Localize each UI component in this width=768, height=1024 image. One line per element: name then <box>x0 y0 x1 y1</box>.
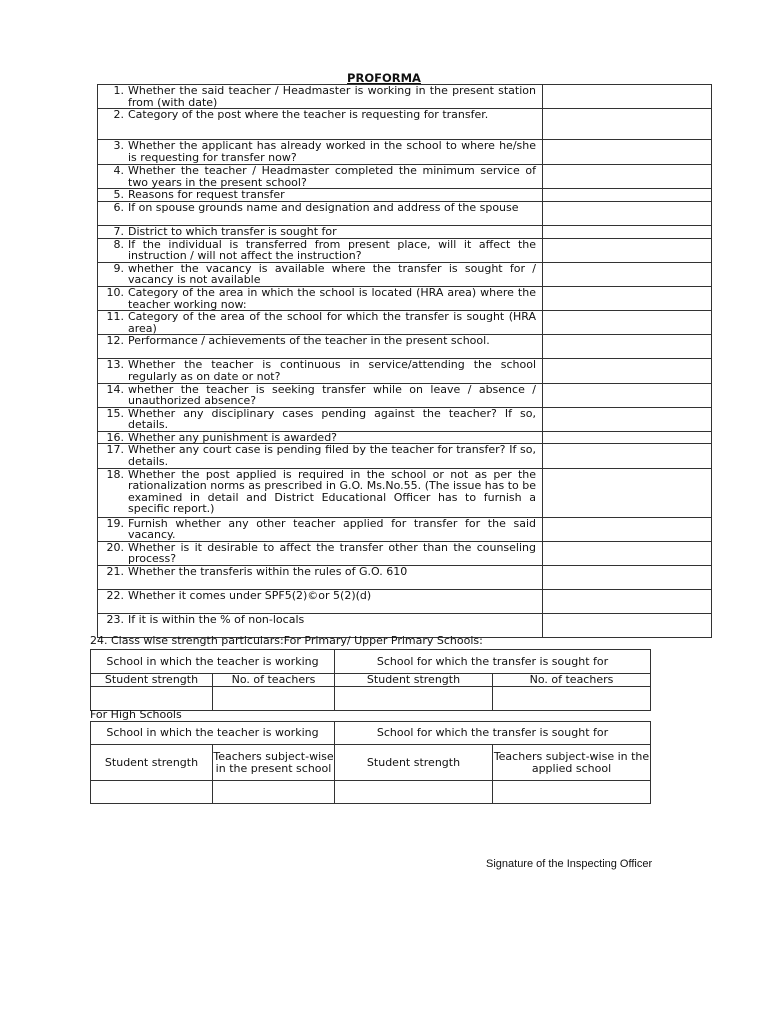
answer-cell[interactable] <box>543 109 712 140</box>
question-text: If on spouse grounds name and designation and address of the spouse <box>128 201 543 225</box>
questions-table <box>97 84 712 638</box>
question-row <box>98 468 712 517</box>
question-number: 14. <box>98 383 129 407</box>
question-number: 1. <box>98 85 129 109</box>
question-text: Whether it comes under SPF5(2)©or 5(2)(d) <box>128 590 543 614</box>
question-number: 11. <box>98 311 129 335</box>
question-row <box>98 444 712 468</box>
question-text: Category of the area in which the school is located (HRA area) where the teacher working now: <box>128 286 543 310</box>
question-number: 23. <box>98 614 129 638</box>
primary-cell-4[interactable] <box>493 686 651 710</box>
answer-cell[interactable] <box>543 262 712 286</box>
question-text: If it is within the % of non-locals <box>128 614 543 638</box>
high-schools-label: For High Schools <box>90 708 182 721</box>
question-number: 13. <box>98 359 129 383</box>
question-row <box>98 85 712 109</box>
question-row <box>98 566 712 590</box>
question-row <box>98 140 712 165</box>
question-row <box>98 262 712 286</box>
question-number: 22. <box>98 590 129 614</box>
question-number: 3. <box>98 140 129 165</box>
answer-cell[interactable] <box>543 85 712 109</box>
answer-cell[interactable] <box>543 590 712 614</box>
high-head-left: School in which the teacher is working <box>91 722 335 745</box>
question-row <box>98 238 712 262</box>
answer-cell[interactable] <box>543 140 712 165</box>
high-head-right: School for which the transfer is sought for <box>335 722 651 745</box>
high-cell-2[interactable] <box>213 781 335 804</box>
high-col-1: Student strength <box>91 745 213 781</box>
answer-cell[interactable] <box>543 238 712 262</box>
high-col-2: Teachers subject-wise in the present school <box>213 745 335 781</box>
question-number: 2. <box>98 109 129 140</box>
high-cell-4[interactable] <box>493 781 651 804</box>
question-text: Furnish whether any other teacher applied for transfer for the said vacancy. <box>128 517 543 541</box>
answer-cell[interactable] <box>543 286 712 310</box>
high-strength-table <box>90 721 651 804</box>
primary-col-3: Student strength <box>335 674 493 687</box>
question-text: Whether the transferis within the rules of G.O. 610 <box>128 566 543 590</box>
answer-cell[interactable] <box>543 189 712 202</box>
question-text: Whether the teacher is continuous in service/attending the school regularly as on date or not? <box>128 359 543 383</box>
question-text: Whether any punishment is awarded? <box>128 431 543 444</box>
question-text: Performance / achievements of the teacher in the present school. <box>128 335 543 359</box>
answer-cell[interactable] <box>543 383 712 407</box>
question-text: Whether the applicant has already worked in the school to where he/she is requesting for transfer now? <box>128 140 543 165</box>
question-text: Whether is it desirable to affect the transfer other than the counseling process? <box>128 541 543 565</box>
primary-col-2: No. of teachers <box>213 674 335 687</box>
high-cell-1[interactable] <box>91 781 213 804</box>
answer-cell[interactable] <box>543 311 712 335</box>
high-col-3: Student strength <box>335 745 493 781</box>
question-text: Whether any court case is pending filed by the teacher for transfer? If so, details. <box>128 444 543 468</box>
high-col-4: Teachers subject-wise in the applied school <box>493 745 651 781</box>
question-row <box>98 286 712 310</box>
question-row <box>98 225 712 238</box>
question-text: District to which transfer is sought for <box>128 225 543 238</box>
answer-cell[interactable] <box>543 468 712 517</box>
question-text: Category of the area of the school for which the transfer is sought (HRA area) <box>128 311 543 335</box>
question-row <box>98 383 712 407</box>
question-number: 16. <box>98 431 129 444</box>
answer-cell[interactable] <box>543 431 712 444</box>
primary-col-4: No. of teachers <box>493 674 651 687</box>
answer-cell[interactable] <box>543 566 712 590</box>
question-text: whether the teacher is seeking transfer while on leave / absence / unauthorized absence? <box>128 383 543 407</box>
question-text: Whether the post applied is required in the school or not as per the rationalization norms as prescribed in G.O. Ms.No.55. (The issue has to be examined in detail and District Educational Officer has to furnish a specific report.) <box>128 468 543 517</box>
question-text: Whether the said teacher / Headmaster is working in the present station from (with date) <box>128 85 543 109</box>
page-title: PROFORMA <box>347 71 421 85</box>
question-number: 19. <box>98 517 129 541</box>
question-number: 9. <box>98 262 129 286</box>
answer-cell[interactable] <box>543 444 712 468</box>
question-row <box>98 517 712 541</box>
question-row <box>98 541 712 565</box>
primary-head-right: School for which the transfer is sought for <box>335 650 651 674</box>
question-number: 18. <box>98 468 129 517</box>
question-row <box>98 590 712 614</box>
question-number: 6. <box>98 201 129 225</box>
high-cell-3[interactable] <box>335 781 493 804</box>
question-text: Whether any disciplinary cases pending against the teacher? If so, details. <box>128 407 543 431</box>
question-row <box>98 189 712 202</box>
signature-label: Signature of the Inspecting Officer <box>486 858 653 870</box>
question-text: Whether the teacher / Headmaster completed the minimum service of two years in the present school? <box>128 165 543 189</box>
answer-cell[interactable] <box>543 614 712 638</box>
primary-cell-2[interactable] <box>213 686 335 710</box>
answer-cell[interactable] <box>543 335 712 359</box>
answer-cell[interactable] <box>543 359 712 383</box>
primary-cell-1[interactable] <box>91 686 213 710</box>
answer-cell[interactable] <box>543 201 712 225</box>
question-text: Category of the post where the teacher is requesting for transfer. <box>128 109 543 140</box>
primary-col-1: Student strength <box>91 674 213 687</box>
question-text: whether the vacancy is available where the transfer is sought for / vacancy is not available <box>128 262 543 286</box>
question-row <box>98 431 712 444</box>
question-text: If the individual is transferred from present place, will it affect the instruction / will not affect the instruction? <box>128 238 543 262</box>
question-row <box>98 359 712 383</box>
question-number: 21. <box>98 566 129 590</box>
answer-cell[interactable] <box>543 517 712 541</box>
question-number: 20. <box>98 541 129 565</box>
question-row <box>98 311 712 335</box>
answer-cell[interactable] <box>543 541 712 565</box>
question-row <box>98 407 712 431</box>
question-row <box>98 109 712 140</box>
question-row <box>98 335 712 359</box>
question-row <box>98 201 712 225</box>
answer-cell[interactable] <box>543 407 712 431</box>
primary-head-left: School in which the teacher is working <box>91 650 335 674</box>
question-row <box>98 165 712 189</box>
answer-cell[interactable] <box>543 225 712 238</box>
question-number: 15. <box>98 407 129 431</box>
question-number: 8. <box>98 238 129 262</box>
primary-strength-table <box>90 649 651 711</box>
primary-cell-3[interactable] <box>335 686 493 710</box>
question-number: 5. <box>98 189 129 202</box>
question-number: 10. <box>98 286 129 310</box>
section-24-label: 24. Class wise strength particulars:For Primary/ Upper Primary Schools: <box>90 634 483 647</box>
question-text: Reasons for request transfer <box>128 189 543 202</box>
question-number: 4. <box>98 165 129 189</box>
question-number: 17. <box>98 444 129 468</box>
question-number: 12. <box>98 335 129 359</box>
question-number: 7. <box>98 225 129 238</box>
answer-cell[interactable] <box>543 165 712 189</box>
